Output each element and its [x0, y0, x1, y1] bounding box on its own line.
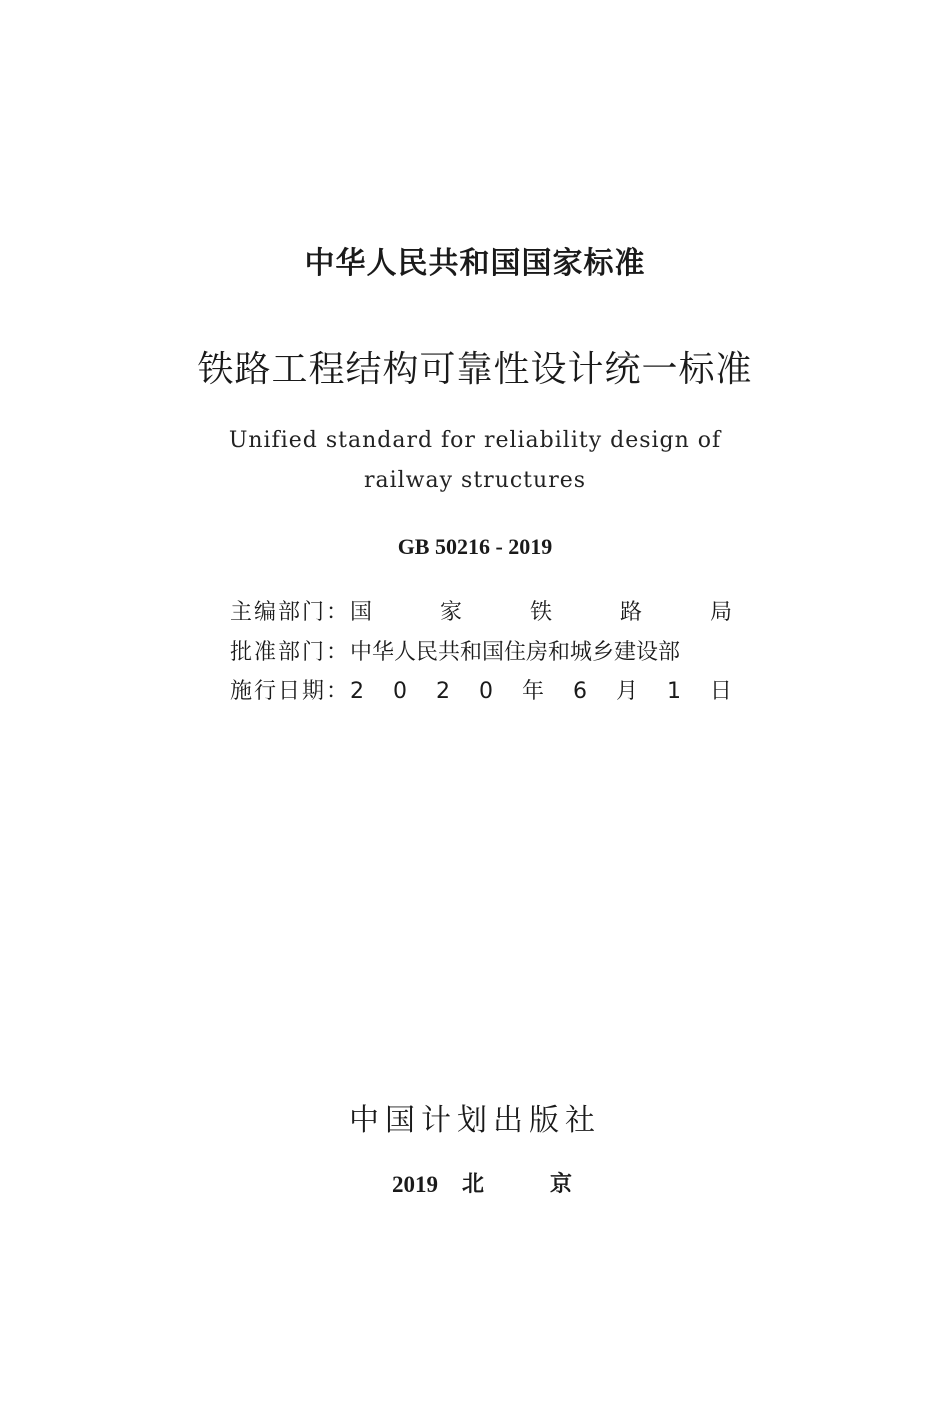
chief-department-char: 路 — [619, 600, 642, 625]
chief-department-char: 铁 — [529, 600, 552, 625]
standard-series: 中华人民共和国国家标准 — [304, 246, 646, 281]
title-english-line-2: railway structures — [363, 468, 587, 493]
effective-date-char: 日 — [709, 679, 732, 704]
chief-department-value — [350, 598, 732, 628]
publication-city-char: 京 — [549, 1172, 572, 1197]
chief-department-row — [230, 598, 732, 628]
title-chinese: 铁路工程结构可靠性设计统一标准 — [197, 349, 753, 390]
chief-department-char: 局 — [709, 600, 732, 625]
publisher-name: 中国计划出版社 — [349, 1103, 601, 1138]
publication-place — [392, 1170, 572, 1200]
effective-date-char: 1 — [666, 679, 681, 704]
publication-city — [462, 1170, 572, 1200]
chief-department-char: 国 — [350, 600, 373, 625]
effective-date-row — [230, 677, 732, 707]
approval-department-row — [230, 638, 732, 668]
effective-date-char: 6 — [572, 679, 587, 704]
effective-date-value — [350, 677, 732, 707]
effective-date-label: 施行日期： — [230, 679, 351, 704]
standard-code: GB 50216 - 2019 — [397, 534, 553, 559]
publication-city-char: 北 — [462, 1172, 485, 1197]
chief-department-label: 主编部门： — [230, 600, 351, 625]
publication-year: 2019 — [392, 1172, 438, 1197]
title-english-line-1: Unified standard for reliability design of — [228, 428, 722, 453]
effective-date-char: 2 — [435, 679, 450, 704]
effective-date-char: 0 — [478, 679, 493, 704]
effective-date-char: 2 — [350, 679, 365, 704]
approval-department-label: 批准部门： — [230, 640, 351, 665]
approval-department-value: 中华人民共和国住房和城乡建设部 — [350, 640, 681, 665]
chief-department-char: 家 — [440, 600, 463, 625]
effective-date-char: 0 — [393, 679, 407, 704]
effective-date-char: 月 — [615, 679, 638, 704]
effective-date-char: 年 — [521, 679, 544, 704]
